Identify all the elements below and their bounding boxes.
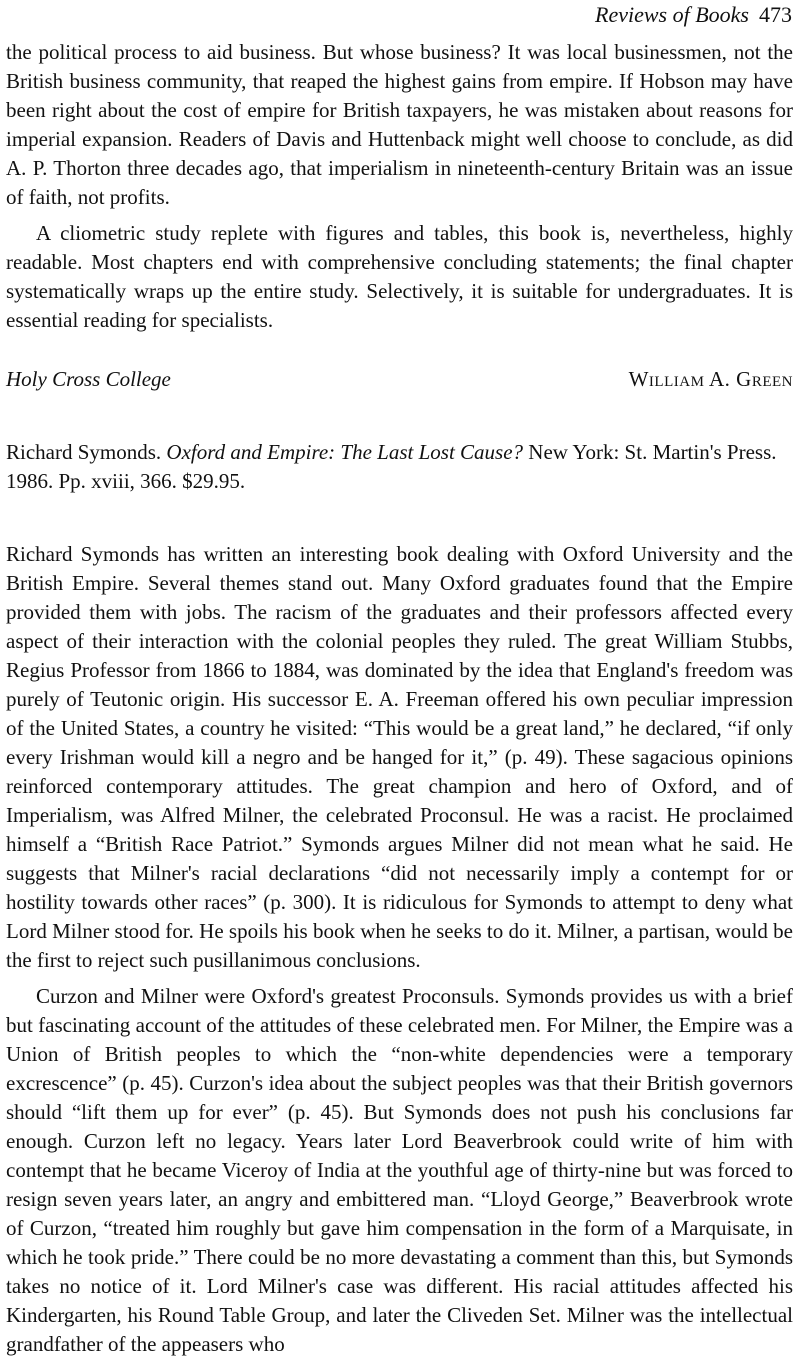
running-head — [595, 0, 792, 30]
body-text — [6, 38, 793, 1359]
book-citation — [6, 438, 793, 496]
page-number: 473 — [759, 2, 792, 27]
reviewer-institution: Holy Cross College — [6, 367, 171, 391]
closing-paragraph: A cliometric study replete with figures and tables, this book is, nevertheless, highly readable. Most chapters end with comprehensive concluding statements; the final chapter systematically wraps up the entire study. Selectively, it is suitable for undergraduates. It is essential reading for specialists. — [6, 221, 793, 332]
running-head-title: Reviews of Books — [595, 2, 749, 27]
continued-paragraph: the political process to aid business. But whose business? It was local businessmen, not the British business community, that reaped the highest gains from empire. If Hobson may have been right about the cost of empire for British taxpayers, he was mistaken about reasons for imperial expansion. Readers of Davis and Huttenback might well choose to conclude, as did A. P. Thorton three decades ago, that imperialism in nineteenth-century Britain was an issue of faith, not profits. — [6, 40, 793, 209]
review-paragraph: Curzon and Milner were Oxford's greatest Proconsuls. Symonds provides us with a brief but fascinating account of the attitudes of these celebrated men. For Milner, the Empire was a Union of British peoples to which the “non-white dependencies were a temporary excrescence” (p. 45). Curzon's idea about the subject peoples was that their British governors should “lift them up for ever” (p. 45). But Symonds does not push his conclusions far enough. Curzon left no legacy. Years later Lord Beaverbrook could write of him with contempt that he became Viceroy of India at the youthful age of thirty-nine but was forced to resign seven years later, an angry and embittered man. “Lloyd George,” Beaverbrook wrote of Curzon, “treated him roughly but gave him compensation in the form of a Marquisate, in which he took pride.” There could be no more devastating a comment than this, but Symonds takes no notice of it. Lord Milner's case was different. His racial attitudes affected his Kindergarten, his Round Table Group, and later the Cliveden Set. Milner was the intellectual grandfather of the appeasers who — [6, 984, 793, 1356]
review-paragraph: Richard Symonds has written an interesting book dealing with Oxford University and the British Empire. Several themes stand out. Many Oxford graduates found that the Empire provided them with jobs. The racism of the graduates and their professors affected every aspect of their interaction with the colonial peoples they ruled. The great William Stubbs, Regius Professor from 1866 to 1884, was dominated by the idea that England's freedom was purely of Teutonic origin. His successor E. A. Freeman offered his own peculiar impression of the United States, a country he visited: “This would be a great land,” he declared, “if only every Irishman would kill a negro and be hanged for it,” (p. 49). These sagacious opinions reinforced contemporary attitudes. The great champion and hero of Oxford, and of Imperialism, was Alfred Milner, the celebrated Proconsul. He was a racist. He proclaimed himself a “British Race Patriot.” Symonds argues Milner did not mean what he said. He suggests that Milner's racial declarations “did not necessarily imply a contempt for or hostility towards other races” (p. 300). It is ridiculous for Symonds to attempt to deny what Lord Milner stood for. He spoils his book when he seeks to do it. Milner, a partisan, would be the first to reject such pusillanimous conclusions. — [6, 542, 793, 972]
review-signoff — [6, 365, 793, 394]
reviewer-name: William A. Green — [628, 367, 793, 391]
citation-publication: New York: St. Martin's Press. 1986. Pp. xviii, 366. $29.95. — [6, 440, 777, 493]
citation-book-title: Oxford and Empire: The Last Lost Cause? — [166, 440, 524, 464]
citation-author: Richard Symonds. — [6, 440, 162, 464]
